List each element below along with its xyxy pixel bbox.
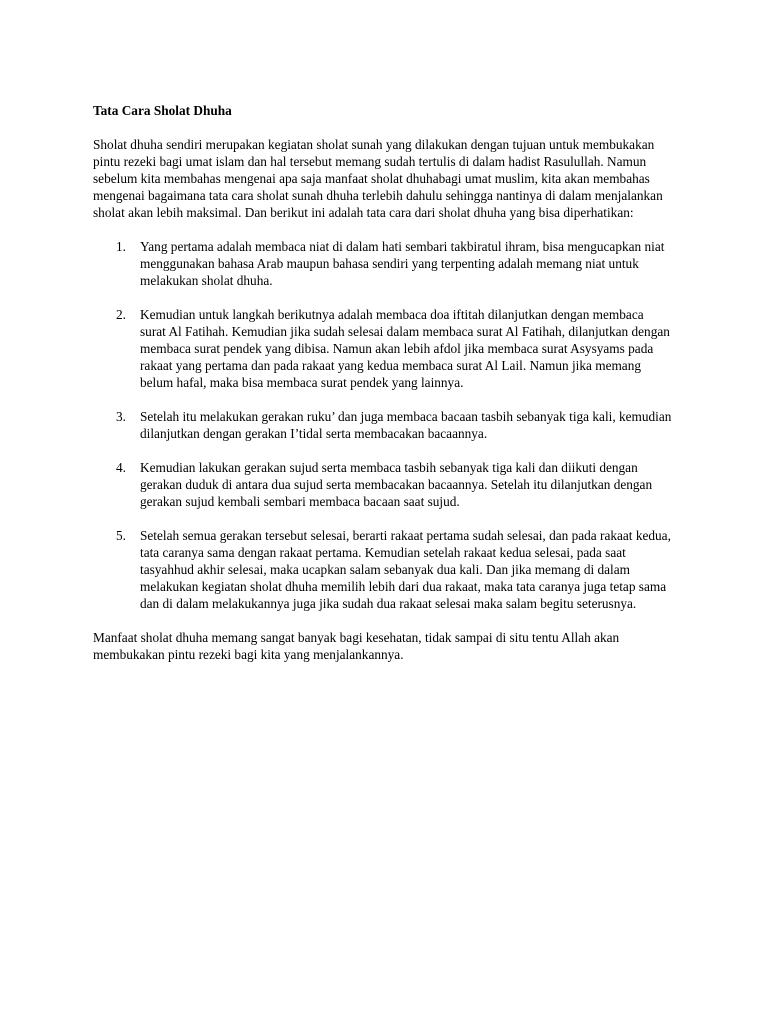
list-item-text: Yang pertama adalah membaca niat di dalam hati sembari takbiratul ihram, bisa mengucapkan niat menggunakan bahasa Arab maupun bahasa sendiri yang terpenting adalah memang niat untuk melakukan sholat dhuha. (140, 239, 665, 288)
list-item-number: 5. (116, 528, 126, 543)
list-item (93, 306, 672, 391)
list-item-number: 2. (116, 307, 126, 322)
list-item (93, 459, 672, 510)
closing-paragraph: Manfaat sholat dhuha memang sangat banyak bagi kesehatan, tidak sampai di situ tentu Allah akan membukakan pintu rezeki bagi kita yang menjalankannya. (93, 630, 620, 662)
intro-paragraph: Sholat dhuha sendiri merupakan kegiatan sholat sunah yang dilakukan dengan tujuan untuk membukakan pintu rezeki bagi umat islam dan hal tersebut memang sudah tertulis di dalam hadist Rasulullah. Namun sebelum kita membahas mengenai apa saja manfaat sholat dhuhabagi umat muslim, kita akan membahas mengenai bagaimana tata cara sholat sunah dhuha terlebih dahulu sehingga nantinya di dalam menjalankan sholat akan lebih maksimal. Dan berikut ini adalah tata cara dari sholat dhuha yang bisa diperhatikan: (93, 137, 663, 220)
list-item-text: Kemudian lakukan gerakan sujud serta membaca tasbih sebanyak tiga kali dan diikuti dengan gerakan duduk di antara dua sujud serta membacakan bacaannya. Setelah itu dilanjutkan dengan gerakan sujud kembali sembari membaca bacaan saat sujud. (140, 460, 653, 509)
list-item (93, 408, 672, 442)
list-item-text: Kemudian untuk langkah berikutnya adalah membaca doa iftitah dilanjutkan dengan membaca surat Al Fatihah. Kemudian jika sudah selesai dalam membaca surat Al Fatihah, dilanjutkan dengan membaca surat pendek yang dibisa. Namun akan lebih afdol jika membaca surat Asysyams pada rakaat yang pertama dan pada rakaat yang kedua membaca surat Al Lail. Namun jika memang belum hafal, maka bisa membaca surat pendek yang lainnya. (140, 307, 670, 390)
list-item-number: 4. (116, 460, 126, 475)
list-item (93, 238, 672, 289)
list-item-number: 3. (116, 409, 126, 424)
list-item-number: 1. (116, 239, 126, 254)
document-title: Tata Cara Sholat Dhuha (93, 103, 232, 118)
list-item-text: Setelah itu melakukan gerakan ruku’ dan juga membaca bacaan tasbih sebanyak tiga kali, kemudian dilanjutkan dengan gerakan I’tidal serta membacakan bacaannya. (140, 409, 672, 441)
list-item (93, 527, 672, 612)
list-item-text: Setelah semua gerakan tersebut selesai, berarti rakaat pertama sudah selesai, dan pada rakaat kedua, tata caranya sama dengan rakaat pertama. Kemudian setelah rakaat kedua selesai, pada saat tasyahhud akhir selesai, maka ucapkan salam sebanyak dua kali. Dan jika memang di dalam melakukan kegiatan sholat dhuha memilih lebih dari dua rakaat, maka tata caranya juga tetap sama dan di dalam melakukannya juga jika sudah dua rakaat selesai maka salam begitu seterusnya. (140, 528, 671, 611)
steps-list (93, 238, 672, 612)
